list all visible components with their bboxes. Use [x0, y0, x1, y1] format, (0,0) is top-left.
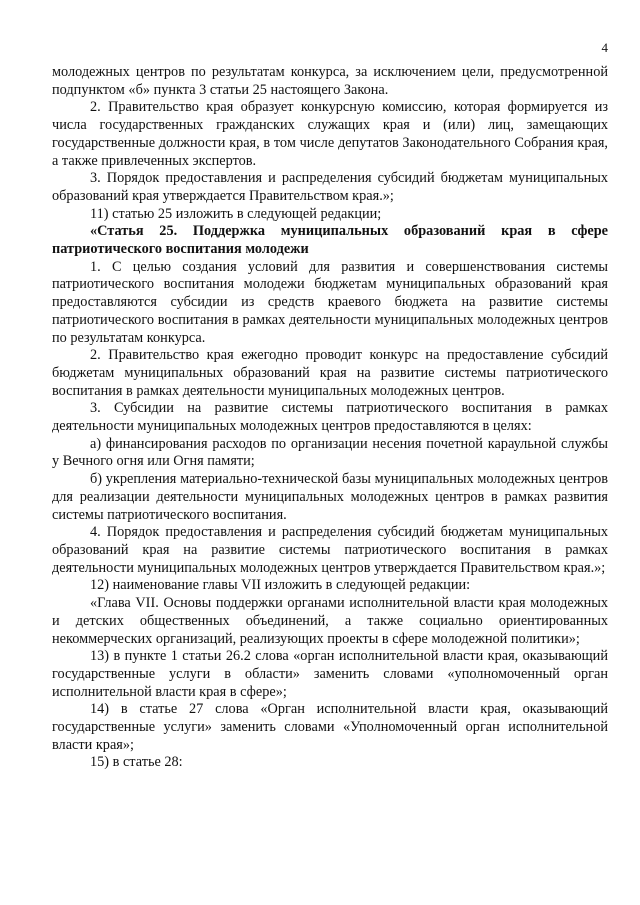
paragraph-amendment-12: 12) наименование главы VII изложить в следующей редакции:	[90, 577, 471, 594]
chapter-7-title: «Глава VII. Основы поддержки органами исполнительной власти края молодежных и детских общественных объединений, а также социально ориентированных некоммерческих организаций, реализующих проекты в сфере молодежной политики»;	[52, 595, 608, 647]
page-number: 4	[601, 40, 608, 55]
paragraph-item-3: 3. Порядок предоставления и распределения субсидий бюджетам муниципальных образований края утверждается Правительством края.»;	[52, 170, 608, 204]
paragraph-amendment-13: 13) в пункте 1 статьи 26.2 слова «орган исполнительной власти края, оказывающий государственные услуги в области» заменить словами «уполномоченный орган исполнительной власти края в сфере»;	[52, 648, 608, 700]
article-25-subitem-b: б) укрепления материально-технической базы муниципальных молодежных центров для реализации деятельности муниципальных молодежных центров в рамках развития системы патриотического воспитания.	[52, 471, 608, 523]
article-25-item-3: 3. Субсидии на развитие системы патриотического воспитания в рамках деятельности муниципальных молодежных центров предоставляются в целях:	[52, 400, 608, 435]
article-25-item-1: 1. С целью создания условий для развития и совершенствования системы патриотического воспитания молодежи бюджетам муниципальных образований края предоставляются субсидии из средств краевого бюджета на развитие системы патриотического воспитания в рамках деятельности муниципальных молодежных центров по результатам конкурса.	[52, 258, 608, 346]
paragraph-amendment-14: 14) в статье 27 слова «Орган исполнительной власти края, оказывающий государственные услуги» заменить словами «Уполномоченный орган исполнительной власти края»;	[52, 701, 608, 753]
article-25-heading: «Статья 25. Поддержка муниципальных образований края в сфере патриотического воспитания молодежи	[52, 223, 608, 258]
paragraph-item-2: 2. Правительство края образует конкурсную комиссию, которая формируется из числа государственных гражданских служащих края и (или) лиц, замещающих государственные должности края, в том числе депутатов Законодательного Собрания края, а также привлеченных экспертов.	[52, 99, 608, 169]
document-body	[52, 64, 608, 772]
paragraph-amendment-11: 11) статью 25 изложить в следующей редакции;	[90, 205, 382, 222]
article-25-item-2: 2. Правительство края ежегодно проводит конкурс на предоставление субсидий бюджетам муниципальных образований края на развитие системы патриотического воспитания в рамках деятельности муниципальных молодежных центров.	[52, 347, 608, 399]
paragraph-amendment-15: 15) в статье 28:	[90, 754, 183, 771]
article-25-item-4: 4. Порядок предоставления и распределения субсидий бюджетам муниципальных образований края на развитие системы патриотического воспитания в рамках деятельности муниципальных молодежных центров утверждается Правительством края.»;	[52, 524, 608, 576]
article-25-subitem-a: а) финансирования расходов по организации несения почетной караульной службы у Вечного огня или Огня памяти;	[52, 435, 608, 470]
paragraph-continuation: молодежных центров по результатам конкурса, за исключением цели, предусмотренной подпунктом «б» пункта 3 статьи 25 настоящего Закона.	[52, 64, 608, 98]
